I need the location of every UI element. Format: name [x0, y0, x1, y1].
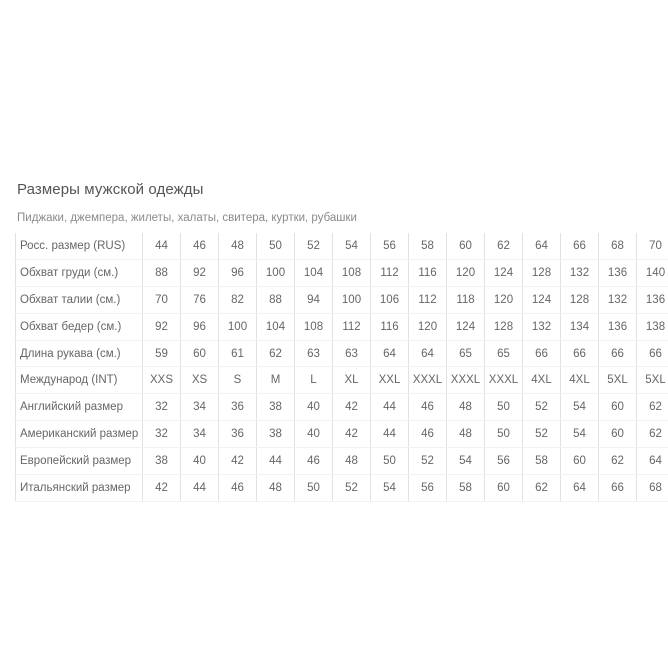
table-cell: 62: [637, 421, 668, 448]
table-cell: 66: [599, 340, 637, 367]
table-cell: 62: [485, 233, 523, 259]
table-row: [16, 286, 668, 313]
table-cell: 42: [143, 475, 181, 502]
table-cell: 120: [485, 286, 523, 313]
table-cell: 48: [257, 475, 295, 502]
table-cell: 118: [447, 286, 485, 313]
table-cell: 128: [485, 313, 523, 340]
table-row: [16, 313, 668, 340]
row-label: Английский размер: [16, 394, 143, 421]
table-cell: 50: [485, 421, 523, 448]
table-cell: 46: [295, 448, 333, 475]
table-row: [16, 367, 668, 394]
table-cell: 54: [561, 421, 599, 448]
row-label: Длина рукава (см.): [16, 340, 143, 367]
table-cell: 52: [523, 421, 561, 448]
table-cell: 65: [485, 340, 523, 367]
table-cell: 48: [333, 448, 371, 475]
table-cell: 134: [561, 313, 599, 340]
table-cell: 132: [561, 259, 599, 286]
table-cell: 40: [295, 394, 333, 421]
table-cell: 120: [409, 313, 447, 340]
size-table: [15, 233, 668, 502]
table-row: [16, 421, 668, 448]
table-cell: 100: [333, 286, 371, 313]
page-subtitle: Пиджаки, джемпера, жилеты, халаты, свитера, куртки, рубашки: [17, 212, 357, 224]
table-cell: 54: [561, 394, 599, 421]
table-cell: 42: [333, 421, 371, 448]
table-cell: 61: [219, 340, 257, 367]
table-row: [16, 394, 668, 421]
table-cell: 36: [219, 421, 257, 448]
table-cell: 128: [561, 286, 599, 313]
table-cell: 46: [409, 421, 447, 448]
table-cell: XS: [181, 367, 219, 394]
table-cell: 44: [181, 475, 219, 502]
table-cell: 42: [219, 448, 257, 475]
table-cell: 50: [485, 394, 523, 421]
row-label: Американский размер: [16, 421, 143, 448]
table-cell: 52: [295, 233, 333, 259]
row-label: Европейский размер: [16, 448, 143, 475]
table-cell: 76: [181, 286, 219, 313]
table-cell: 62: [257, 340, 295, 367]
table-cell: 65: [447, 340, 485, 367]
table-cell: 42: [333, 394, 371, 421]
table-cell: 62: [599, 448, 637, 475]
table-cell: 96: [219, 259, 257, 286]
table-cell: 58: [409, 233, 447, 259]
table-cell: 60: [485, 475, 523, 502]
table-cell: 48: [447, 394, 485, 421]
table-cell: L: [295, 367, 333, 394]
table-cell: 100: [257, 259, 295, 286]
table-cell: 52: [333, 475, 371, 502]
table-cell: 50: [257, 233, 295, 259]
table-cell: 60: [447, 233, 485, 259]
table-cell: 124: [447, 313, 485, 340]
table-cell: 136: [637, 286, 668, 313]
table-cell: 38: [257, 421, 295, 448]
size-table-body: [16, 233, 668, 501]
table-cell: 5XL: [637, 367, 668, 394]
table-cell: 46: [219, 475, 257, 502]
table-cell: 92: [143, 313, 181, 340]
table-cell: 112: [333, 313, 371, 340]
table-cell: 66: [523, 340, 561, 367]
table-cell: 88: [257, 286, 295, 313]
table-cell: 136: [599, 259, 637, 286]
row-label: Международ (INT): [16, 367, 143, 394]
table-cell: 120: [447, 259, 485, 286]
table-cell: 50: [295, 475, 333, 502]
table-cell: XXXL: [447, 367, 485, 394]
table-cell: 108: [333, 259, 371, 286]
table-cell: 112: [409, 286, 447, 313]
table-cell: 66: [561, 233, 599, 259]
table-row: [16, 340, 668, 367]
table-cell: 62: [523, 475, 561, 502]
table-row: [16, 233, 668, 259]
table-cell: 44: [371, 394, 409, 421]
row-label: Обхват бедер (см.): [16, 313, 143, 340]
table-cell: 112: [371, 259, 409, 286]
table-cell: 60: [561, 448, 599, 475]
page-title: Размеры мужской одежды: [17, 181, 204, 198]
table-cell: 116: [409, 259, 447, 286]
table-cell: 44: [257, 448, 295, 475]
table-cell: 60: [599, 394, 637, 421]
table-cell: 36: [219, 394, 257, 421]
table-cell: 56: [485, 448, 523, 475]
table-cell: 70: [143, 286, 181, 313]
table-row: [16, 475, 668, 502]
table-cell: 106: [371, 286, 409, 313]
table-cell: 5XL: [599, 367, 637, 394]
table-cell: 4XL: [561, 367, 599, 394]
table-cell: 4XL: [523, 367, 561, 394]
table-cell: 54: [333, 233, 371, 259]
table-cell: 64: [371, 340, 409, 367]
table-row: [16, 259, 668, 286]
table-cell: 116: [371, 313, 409, 340]
table-cell: 56: [371, 233, 409, 259]
table-cell: XXS: [143, 367, 181, 394]
table-cell: 66: [561, 340, 599, 367]
table-cell: 44: [371, 421, 409, 448]
table-cell: 56: [409, 475, 447, 502]
table-cell: 88: [143, 259, 181, 286]
table-cell: 50: [371, 448, 409, 475]
table-cell: 52: [409, 448, 447, 475]
table-cell: 34: [181, 394, 219, 421]
table-cell: 40: [181, 448, 219, 475]
table-cell: 104: [295, 259, 333, 286]
table-cell: 62: [637, 394, 668, 421]
table-cell: 104: [257, 313, 295, 340]
table-cell: 82: [219, 286, 257, 313]
table-cell: 54: [371, 475, 409, 502]
table-cell: 68: [637, 475, 668, 502]
table-cell: 52: [523, 394, 561, 421]
table-cell: 63: [295, 340, 333, 367]
table-cell: 96: [181, 313, 219, 340]
table-cell: 32: [143, 394, 181, 421]
table-cell: 64: [523, 233, 561, 259]
table-cell: 44: [143, 233, 181, 259]
table-row: [16, 448, 668, 475]
table-cell: XXL: [371, 367, 409, 394]
table-cell: 38: [257, 394, 295, 421]
table-cell: 132: [523, 313, 561, 340]
row-label: Обхват груди (см.): [16, 259, 143, 286]
table-cell: 138: [637, 313, 668, 340]
table-cell: 128: [523, 259, 561, 286]
table-cell: 94: [295, 286, 333, 313]
table-cell: 70: [637, 233, 668, 259]
table-cell: 60: [181, 340, 219, 367]
table-cell: 108: [295, 313, 333, 340]
table-cell: 100: [219, 313, 257, 340]
table-cell: 140: [637, 259, 668, 286]
table-cell: 48: [447, 421, 485, 448]
table-cell: 68: [599, 233, 637, 259]
table-cell: 54: [447, 448, 485, 475]
table-cell: 48: [219, 233, 257, 259]
row-label: Росс. размер (RUS): [16, 233, 143, 259]
table-cell: S: [219, 367, 257, 394]
table-cell: XXXL: [485, 367, 523, 394]
row-label: Итальянский размер: [16, 475, 143, 502]
table-cell: 64: [409, 340, 447, 367]
table-cell: 64: [637, 448, 668, 475]
table-cell: XXXL: [409, 367, 447, 394]
table-cell: 63: [333, 340, 371, 367]
table-cell: 136: [599, 313, 637, 340]
table-cell: XL: [333, 367, 371, 394]
table-cell: 38: [143, 448, 181, 475]
table-cell: 64: [561, 475, 599, 502]
table-cell: 132: [599, 286, 637, 313]
table-cell: 58: [447, 475, 485, 502]
table-cell: 124: [523, 286, 561, 313]
table-cell: 32: [143, 421, 181, 448]
table-cell: 59: [143, 340, 181, 367]
table-cell: 66: [599, 475, 637, 502]
table-cell: 66: [637, 340, 668, 367]
table-cell: 46: [409, 394, 447, 421]
table-cell: 60: [599, 421, 637, 448]
table-cell: 92: [181, 259, 219, 286]
table-cell: 40: [295, 421, 333, 448]
table-cell: 58: [523, 448, 561, 475]
table-cell: M: [257, 367, 295, 394]
table-cell: 124: [485, 259, 523, 286]
table-cell: 34: [181, 421, 219, 448]
table-cell: 46: [181, 233, 219, 259]
row-label: Обхват талии (см.): [16, 286, 143, 313]
